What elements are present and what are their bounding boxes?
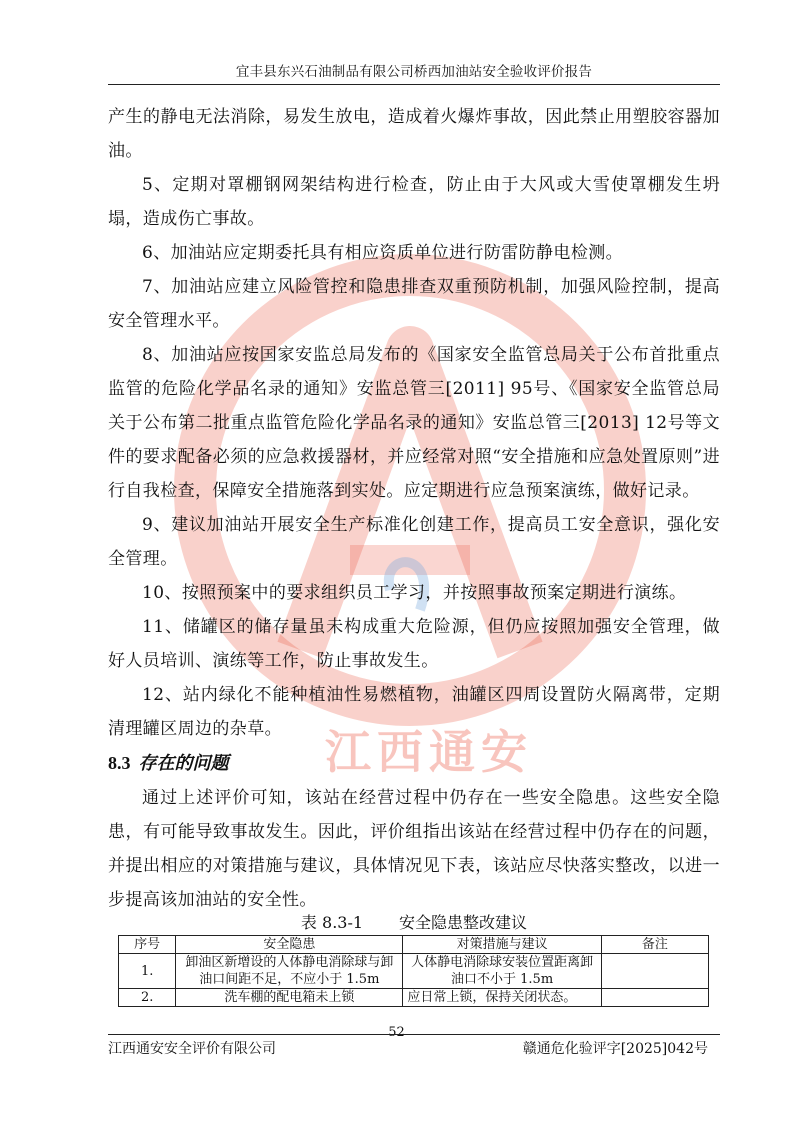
cell-risk: 卸油区新增设的人体静电消除球与卸油口间距不足，不应小于 1.5m — [176, 954, 403, 989]
table-caption-title: 安全隐患整改建议 — [399, 913, 528, 932]
footer-doc-code: 赣通危化验评字[2025]042号 — [522, 1041, 708, 1057]
footer-rule — [108, 1034, 720, 1035]
table-row — [119, 954, 709, 989]
header-no: 序号 — [119, 936, 176, 954]
paragraph-8: 12、站内绿化不能种植油性易燃植物，油罐区四周设置防火隔离带，定期清理罐区周边的杂草。 — [108, 685, 720, 739]
body-text — [108, 100, 720, 917]
section-number: 8.3 — [108, 753, 131, 773]
section-title: 存在的问题 — [138, 753, 229, 774]
header-risk: 安全隐患 — [176, 936, 403, 954]
header-note: 备注 — [601, 936, 708, 954]
paragraph-3: 7、加油站应建立风险管控和隐患排查双重预防机制，加强风险控制，提高安全管理水平。 — [108, 277, 720, 331]
cell-risk: 洗车棚的配电箱未上锁 — [176, 989, 403, 1007]
paragraph-1: 5、定期对罩棚钢网架结构进行检查，防止由于大风或大雪使罩棚发生坍塌，造成伤亡事故。 — [108, 175, 720, 229]
cell-note — [601, 989, 708, 1007]
paragraph-5: 9、建议加油站开展安全生产标准化创建工作，提高员工安全意识，强化安全管理。 — [108, 515, 720, 569]
paragraph-2: 6、加油站应定期委托具有相应资质单位进行防雷防静电检测。 — [142, 243, 624, 263]
cell-measure: 人体静电消除球安装位置距离卸油口不小于 1.5m — [403, 954, 601, 989]
cell-note — [601, 954, 708, 989]
page-number: 52 — [388, 1025, 405, 1040]
paragraph-0: 产生的静电无法消除，易发生放电，造成着火爆炸事故，因此禁止用塑胶容器加油。 — [108, 107, 720, 161]
footer-company: 江西通安安全评价有限公司 — [108, 1041, 276, 1057]
cell-no: 1. — [119, 954, 176, 989]
section-paragraph: 通过上述评价可知，该站在经营过程中仍存在一些安全隐患。这些安全隐患，有可能导致事故发生。因此，评价组指出该站在经营过程中仍存在的问题，并提出相应的对策措施与建议，具体情况见下表，该站应尽快落实整改，以进一步提高该加油站的安全性。 — [108, 788, 720, 910]
table-row — [119, 989, 709, 1007]
table-caption-number: 表 8.3-1 — [300, 913, 364, 932]
hazard-table — [118, 935, 709, 1007]
paragraph-4: 8、加油站应按国家安监总局发布的《国家安全监管总局关于公布首批重点监管的危险化学品名录的通知》安监总管三[2011] 95号、《国家安全监管总局关于公布第二批重点监管危险化学品名录的通知》安监总管三[2013] 12号等文件的要求配备必须的应急救援器材，并应经常对照“安全措施和应急处置原则”进行自我检查，保障安全措施落到实处。应定期进行应急预案演练，做好记录。 — [108, 345, 720, 501]
header-rule — [108, 84, 720, 85]
running-header: 宜丰县东兴石油制品有限公司桥西加油站安全验收评价报告 — [235, 64, 593, 80]
section-heading — [108, 746, 720, 781]
header-measure: 对策措施与建议 — [403, 936, 601, 954]
table-header-row — [119, 936, 709, 954]
cell-measure: 应日常上锁，保持关闭状态。 — [403, 989, 601, 1007]
cell-no: 2. — [119, 989, 176, 1007]
paragraph-6: 10、按照预案中的要求组织员工学习，并按照事故预案定期进行演练。 — [142, 583, 687, 603]
table-caption — [108, 913, 720, 933]
watermark-text: 江西通安 — [325, 725, 533, 779]
paragraph-7: 11、储罐区的储存量虽未构成重大危险源，但仍应按照加强安全管理，做好人员培训、演练等工作，防止事故发生。 — [108, 617, 720, 671]
